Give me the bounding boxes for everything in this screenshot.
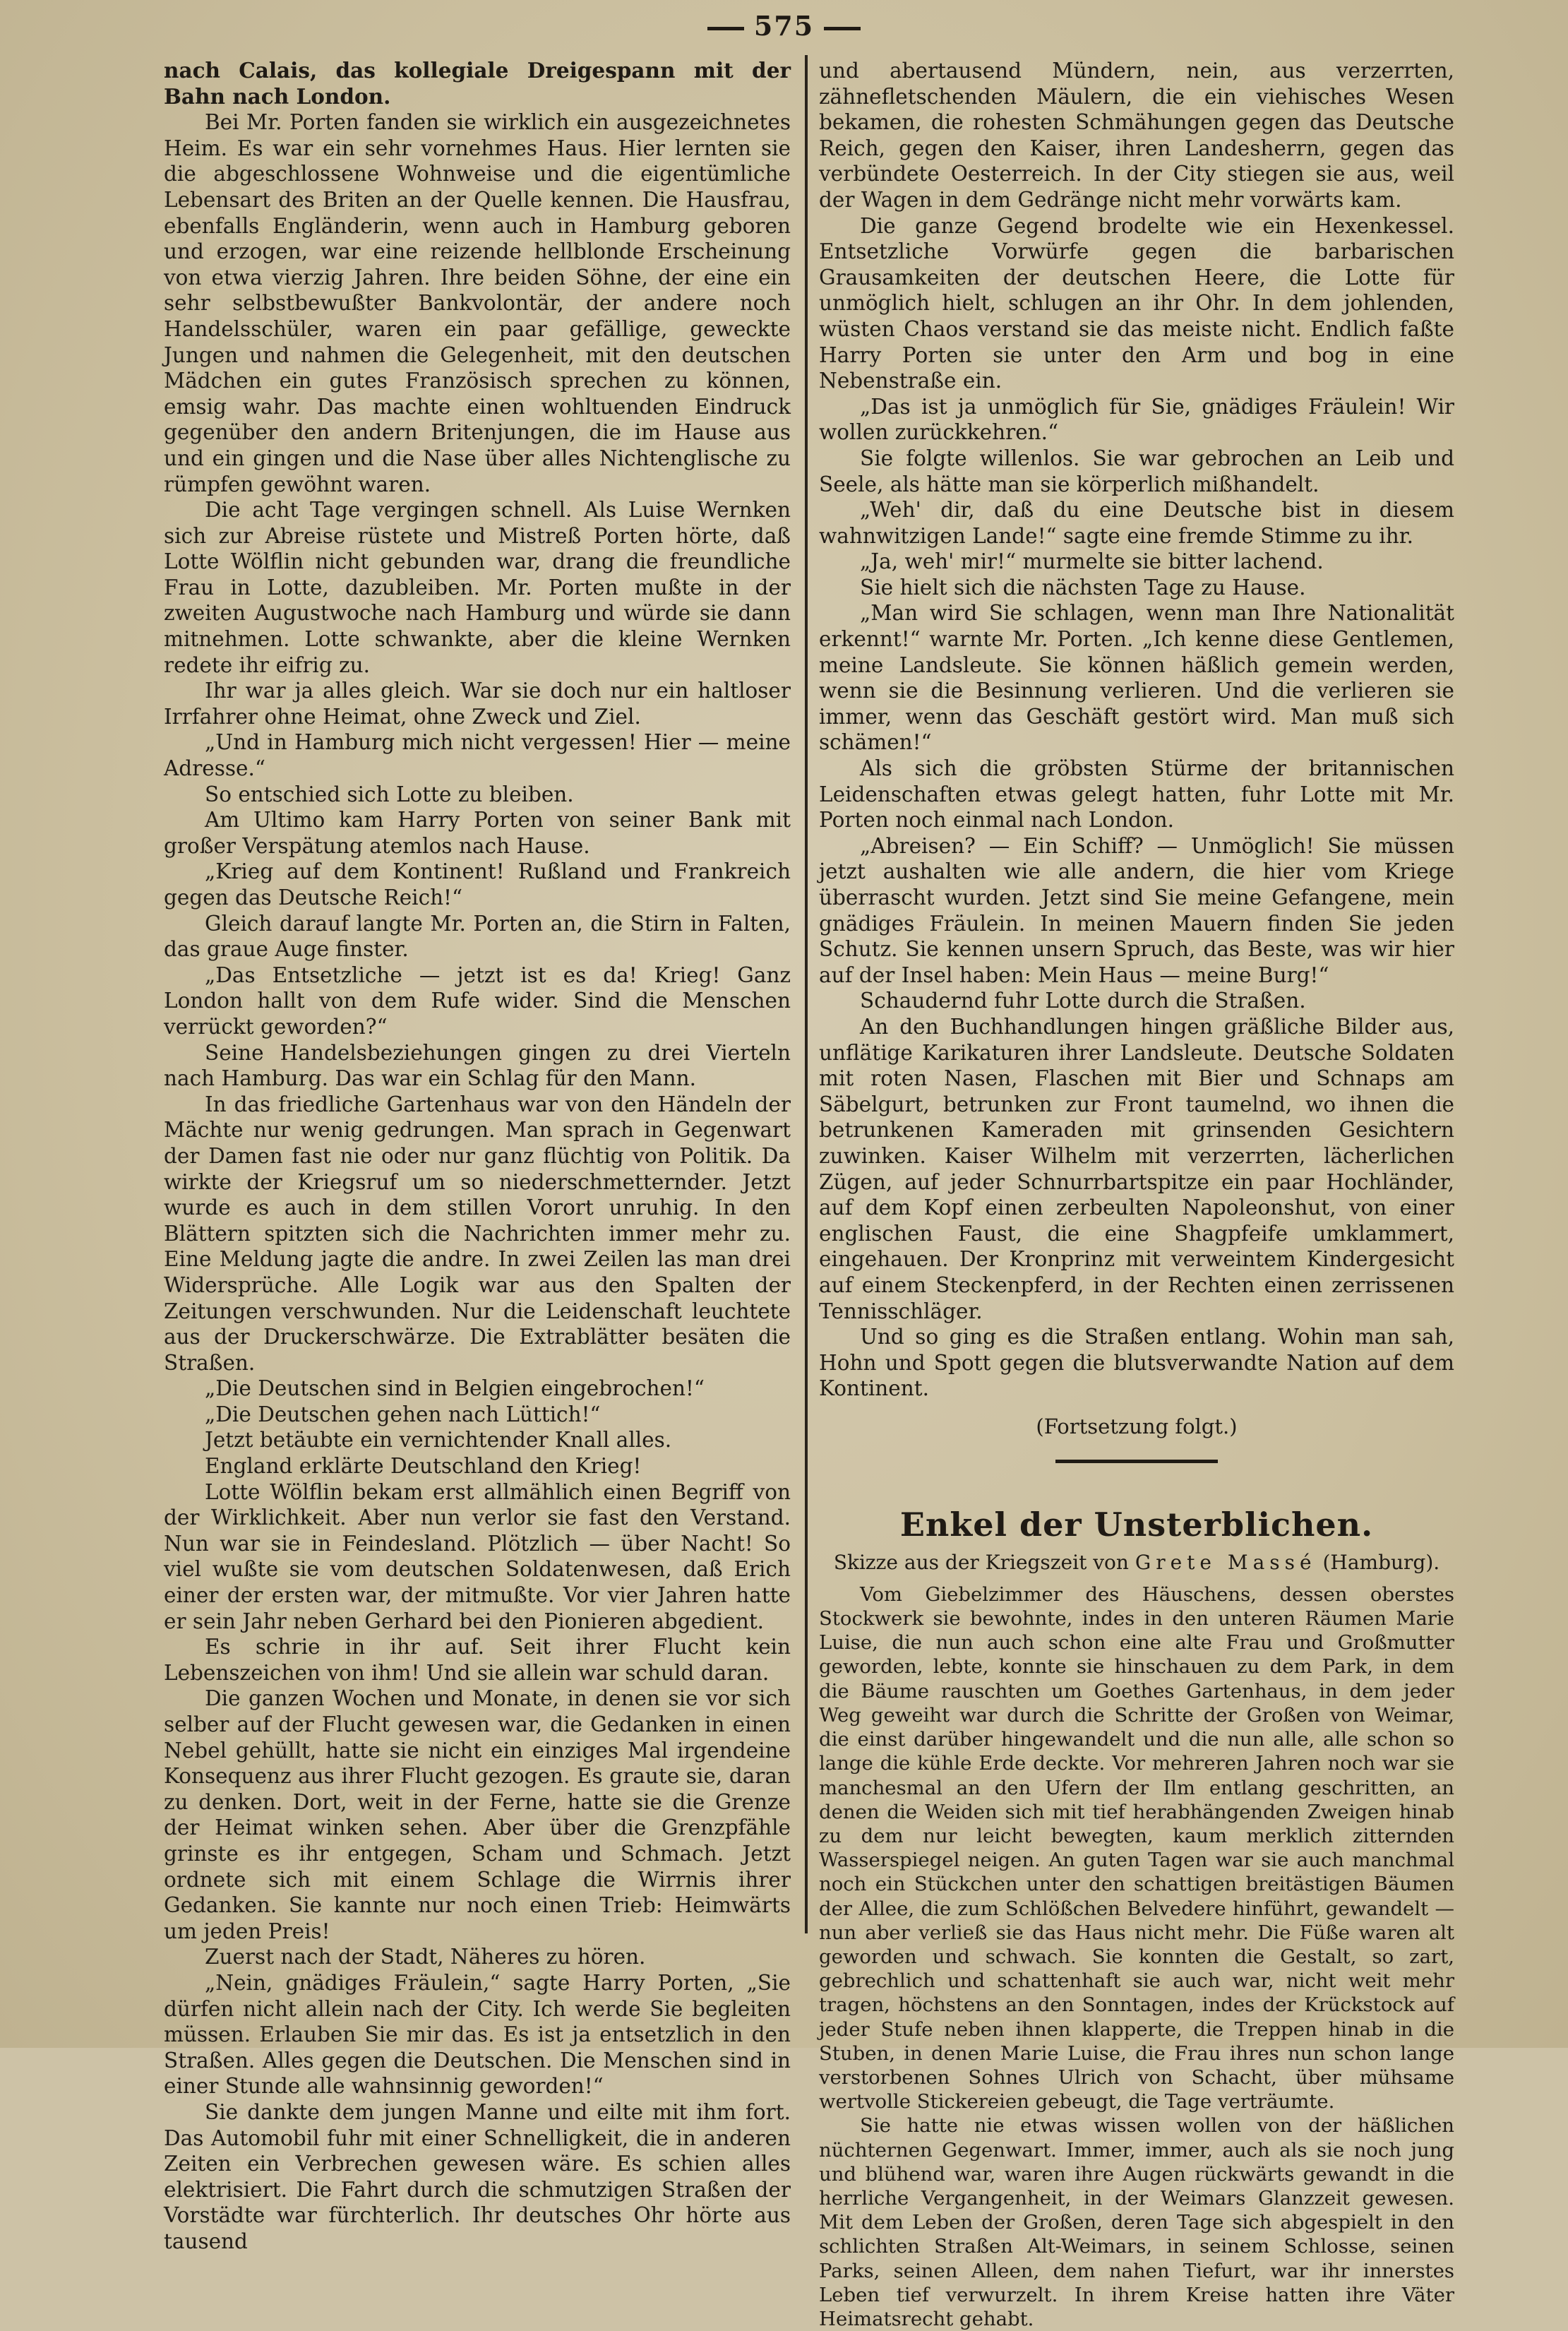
page-number: 575: [753, 10, 815, 42]
page-number-header: [0, 10, 1568, 42]
story-author: Grete Massé: [1135, 1550, 1317, 1574]
paragraph: Ihr war ja alles gleich. War sie doch nur ein haltloser Irrfahrer ohne Heimat, ohne Zweck und Ziel.: [164, 679, 791, 729]
right-column: [819, 58, 1454, 2331]
story-body: [819, 1582, 1454, 2331]
paragraph: Und so ging es die Straßen entlang. Wohin man sah, Hohn und Spott gegen die blutsverwandte Nation auf dem Kontinent.: [819, 1325, 1454, 1401]
paragraph: Die ganzen Wochen und Monate, in denen sie vor sich selber auf der Flucht gewesen war, die Gedanken in einen Nebel gehüllt, hatte sie nicht ein einziges Mal irgendeine Konsequenz aus ihrer Flucht gezogen. Es graute sie, daran zu denken. Dort, weit in der Ferne, hatte sie die Grenze der Heimat winken sehen. Aber über die Grenzpfähle grinste es ihr entgegen, Scham und Schmach. Jetzt ordnete sich mit einem Schlage die Wirrnis ihrer Gedanken. Sie kannte nur noch einen Trieb: Heimwärts um jeden Preis!: [164, 1686, 791, 1943]
section-separator: [1055, 1460, 1218, 1463]
paragraph: Es schrie in ihr auf. Seit ihrer Flucht kein Lebenszeichen von ihm! Und sie allein war schuld daran.: [164, 1635, 791, 1685]
paragraph: Bei Mr. Porten fanden sie wirklich ein ausgezeichnetes Heim. Es war ein sehr vornehmes Haus. Hier lernten sie die abgeschlossene Wohnweise und die eigentümliche Lebensart des Briten an der Quelle kennen. Die Hausfrau, ebenfalls Engländerin, wenn auch in Hamburg geboren und erzogen, war eine reizende hellblonde Erscheinung von etwa vierzig Jahren. Ihre beiden Söhne, der eine ein sehr selbstbewußter Bankvolontär, der andere noch Handelsschüler, waren ein paar gefällige, geweckte Jungen und nahmen die Gelegenheit, mit den deutschen Mädchen ein gutes Französisch sprechen zu können, emsig wahr. Das machte einen wohltuenden Eindruck gegenüber den andern Britenjungen, die im Hause aus und ein gingen und die Nase über alles Nichtenglische zu rümpfen gewöhnt waren.: [164, 110, 791, 496]
column-divider: [805, 55, 808, 1933]
paragraph: „Abreisen? — Ein Schiff? — Unmöglich! Sie müssen jetzt aushalten wie alle andern, die hier vom Kriege überrascht wurden. Jetzt sind Sie meine Gefangene, mein gnädiges Fräulein. In meinen Mauern finden Sie jeden Schutz. Sie kennen unsern Spruch, das Beste, was wir hier auf der Insel haben: Mein Haus — meine Burg!“: [819, 833, 1454, 987]
paragraph: Sie dankte dem jungen Manne und eilte mit ihm fort. Das Automobil fuhr mit einer Schnelligkeit, die in anderen Zeiten ein Verbrechen gewesen wäre. Es schien alles elektrisiert. Die Fahrt durch die schmutzigen Straßen der Vorstädte war fürchterlich. Ihr deutsches Ohr hörte aus tausend: [164, 2099, 791, 2253]
paragraph: Die ganze Gegend brodelte wie ein Hexenkessel. Entsetzliche Vorwürfe gegen die barbarischen Grausamkeiten der deutschen Heere, die Lotte für unmöglich hielt, schlugen an ihr Ohr. In dem johlenden, wüsten Chaos verstand sie das meiste nicht. Endlich faßte Harry Porten sie unter den Arm und bog in eine Nebenstraße ein.: [819, 213, 1454, 393]
paragraph: Sie hielt sich die nächsten Tage zu Hause.: [860, 575, 1306, 600]
story-subtitle: [819, 1551, 1454, 1574]
paragraph: Als sich die gröbsten Stürme der britannischen Leidenschaften etwas gelegt hatten, fuhr Lotte mit Mr. Porten noch einmal nach London.: [819, 756, 1454, 833]
paragraph: Sie folgte willenlos. Sie war gebrochen an Leib und Seele, als hätte man sie körperlich mißhandelt.: [819, 446, 1454, 496]
paragraph: Vom Giebelzimmer des Häuschens, dessen oberstes Stockwerk sie bewohnte, indes in den unteren Räumen Marie Luise, die nun auch schon eine alte Frau und Großmutter geworden, lebte, konnte sie hinschauen zu dem Park, in dem die Bäume rauschten um Goethes Gartenhaus, in dem jeder Weg geweiht war durch die Schritte der Großen von Weimar, die einst darüber hingewandelt und die nun alle, alle schon so lange die kühle Erde deckte. Vor mehreren Jahren noch war sie manchesmal an den Ufern der Ilm entlang geschritten, an denen die Weiden sich mit tief herabhängenden Zweigen hinab zu dem nur leicht bewegten, kaum merklich zitternden Wasserspiegel neigen. An guten Tagen war sie auch manchmal noch ein Stückchen unter den schattigen breitästigen Bäumen der Allee, die zum Schlößchen Belvedere hinführt, gewandelt — nun aber verließ sie das Haus nicht mehr. Die Füße waren alt geworden und schwach. Sie konnten die Gestalt, so zart, gebrechlich und schattenhaft sie auch war, nicht weit mehr tragen, höchstens an den Sonntagen, indes der Krückstock auf jeder Stufe neben ihnen klapperte, die Treppen hinab in die Stuben, in denen Marie Luise, die Frau ihres nun schon lange verstorbenen Sohnes Ulrich von Schacht, über mühsame wertvolle Stickereien gebeugt, die Tage verträumte.: [819, 1582, 1454, 2114]
story-title: Enkel der Unsterblichen.: [899, 1505, 1374, 1544]
paragraph: „Nein, gnädiges Fräulein,“ sagte Harry Porten, „Sie dürfen nicht allein nach der City. Ich werde Sie begleiten müssen. Erlauben Sie mir das. Es ist ja entsetzlich in den Straßen. Alles gegen die Deutschen. Die Menschen sind in einer Stunde alle wahnsinnig geworden!“: [164, 1970, 791, 2099]
left-column: [164, 58, 791, 2254]
paragraph: Jetzt betäubte ein vernichtender Knall alles.: [205, 1428, 672, 1453]
subtitle-suffix: (Hamburg).: [1322, 1550, 1440, 1574]
paragraph: Gleich darauf langte Mr. Porten an, die Stirn in Falten, das graue Auge finster.: [164, 911, 791, 962]
paragraph: „Die Deutschen gehen nach Lüttich!“: [205, 1402, 601, 1426]
paragraph: England erklärte Deutschland den Krieg!: [205, 1454, 642, 1479]
paragraph: Zuerst nach der Stadt, Näheres zu hören.: [205, 1945, 646, 1969]
paragraph: Seine Handelsbeziehungen gingen zu drei Vierteln nach Hamburg. Das war ein Schlag für den Mann.: [164, 1040, 791, 1091]
continuation-note: (Fortsetzung folgt.): [1036, 1414, 1238, 1438]
paragraph: Am Ultimo kam Harry Porten von seiner Bank mit großer Verspätung atemlos nach Hause.: [164, 808, 791, 858]
paragraph: „Und in Hamburg mich nicht vergessen! Hier — meine Adresse.“: [164, 730, 791, 781]
paragraph: nach Calais, das kollegiale Dreigespann mit der Bahn nach London.: [164, 58, 791, 109]
paragraph: Schaudernd fuhr Lotte durch die Straßen.: [860, 989, 1306, 1013]
paragraph: „Ja, weh' mir!“ murmelte sie bitter lachend.: [860, 549, 1324, 574]
paragraph: „Weh' dir, daß du eine Deutsche bist in diesem wahnwitzigen Lande!“ sagte eine fremde Stimme zu ihr.: [819, 498, 1454, 548]
paragraph: und abertausend Mündern, nein, aus verzerrten, zähnefletschenden Mäulern, die ein viehisches Wesen bekamen, die rohesten Schmähungen gegen das Deutsche Reich, gegen den Kaiser, ihren Landesherrn, gegen das verbündete Oesterreich. In der City stiegen sie aus, weil der Wagen in dem Gedränge nicht mehr vorwärts kam.: [819, 59, 1454, 212]
paragraph: „Man wird Sie schlagen, wenn man Ihre Nationalität erkennt!“ warnte Mr. Porten. „Ich kenne diese Gentlemen, meine Landsleute. Sie können häßlich gemein werden, wenn sie die Besinnung verlieren. Und die verlieren sie immer, wenn das Geschäft gestört wird. Man muß sich schämen!“: [819, 601, 1454, 755]
paragraph: An den Buchhandlungen hingen gräßliche Bilder aus, unflätige Karikaturen ihrer Landsleute. Deutsche Soldaten mit roten Nasen, Flaschen mit Bier und Schnaps am Säbelgurt, betrunken zur Front taumelnd, wo ihnen die betrunkenen Kameraden mit grinsenden Gesichtern zuwinken. Kaiser Wilhelm mit verzerrten, lächerlichen Zügen, auf jeder Schnurrbartspitze ein paar Hochländer, auf dem Kopf einen zerbeulten Napoleonshut, von einer englischen Faust, die eine Shagpfeife umklammert, eingehauen. Der Kronprinz mit verweintem Kindergesicht auf einem Steckenpferd, in der Rechten einen zerrissenen Tennisschläger.: [819, 1014, 1454, 1323]
subtitle-prefix: Skizze aus der Kriegszeit von: [833, 1550, 1129, 1574]
header-dash-left: [707, 27, 744, 30]
paragraph: „Die Deutschen sind in Belgien eingebrochen!“: [205, 1376, 705, 1401]
paragraph: „Das ist ja unmöglich für Sie, gnädiges Fräulein! Wir wollen zurückkehren.“: [819, 394, 1454, 445]
right-column-text: [819, 58, 1454, 1402]
paragraph: Sie hatte nie etwas wissen wollen von der häßlichen nüchternen Gegenwart. Immer, immer, auch als sie noch jung und blühend war, waren ihre Augen rückwärts gewandt in die herrliche Vergangenheit, in der Weimars Glanzzeit gewesen. Mit dem Leben der Großen, deren Tage sich abgespielt in den schlichten Straßen Alt-Weimars, in seinem Schlosse, seinen Parks, seinen Alleen, dem nahen Tiefurt, war ihr innerstes Leben tief verwurzelt. In ihrem Kreise hatten ihre Väter Heimatsrecht gehabt.: [819, 2114, 1454, 2330]
story-section: [819, 1506, 1454, 2331]
paragraph: „Das Entsetzliche — jetzt ist es da! Krieg! Ganz London hallt von dem Rufe wider. Sind die Menschen verrückt geworden?“: [164, 962, 791, 1039]
paragraph: Die acht Tage vergingen schnell. Als Luise Wernken sich zur Abreise rüstete und Mistreß Porten hörte, daß Lotte Wölflin nicht gebunden war, drang die freundliche Frau in Lotte, dazubleiben. Mr. Porten mußte in der zweiten Augustwoche nach Hamburg und würde sie dann mitnehmen. Lotte schwankte, aber die kleine Wernken redete ihr eifrig zu.: [164, 498, 791, 677]
paragraph: „Krieg auf dem Kontinent! Rußland und Frankreich gegen das Deutsche Reich!“: [164, 859, 791, 910]
header-dash-right: [824, 27, 861, 30]
paragraph: Lotte Wölflin bekam erst allmählich einen Begriff von der Wirklichkeit. Aber nun verlor sie fast den Verstand. Nun war sie in Feindesland. Plötzlich — über Nacht! So viel wußte sie vom deutschen Soldatenwesen, daß Erich einer der ersten war, der mitmußte. Vor vier Jahren hatte er sein Jahr neben Gerhard bei den Pionieren abgedient.: [164, 1479, 791, 1633]
paragraph: In das friedliche Gartenhaus war von den Händeln der Mächte nur wenig gedrungen. Man sprach in Gegenwart der Damen fast nie oder nur ganz flüchtig von Politik. Da wirkte der Kriegsruf um so niederschmetternder. Jetzt wurde es auch in dem stillen Vorort unruhig. In den Blättern spitzten sich die Nachrichten immer mehr zu. Eine Meldung jagte die andre. In zwei Zeilen las man drei Widersprüche. Alle Logik war aus den Spalten der Zeitungen verschwunden. Nur die Leidenschaft leuchtete aus der Druckerschwärze. Die Extrablätter besäten die Straßen.: [164, 1092, 791, 1375]
paragraph: So entschied sich Lotte zu bleiben.: [205, 782, 574, 806]
